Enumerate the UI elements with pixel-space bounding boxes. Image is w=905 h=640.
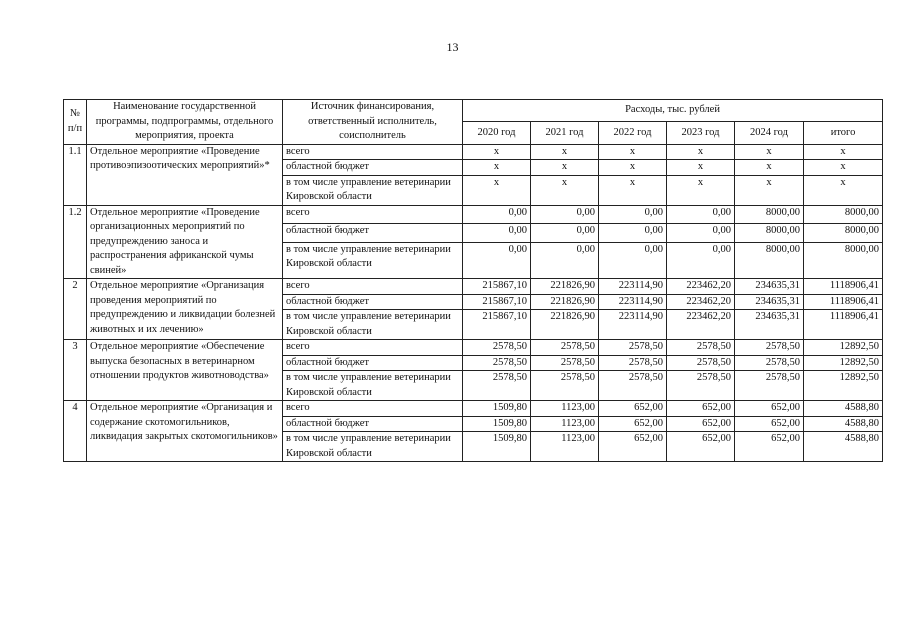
table-row	[64, 144, 883, 160]
total-value: х	[804, 144, 883, 160]
header-year-2023: 2023 год	[667, 122, 735, 144]
year-value: 652,00	[599, 432, 667, 462]
year-value: 2578,50	[599, 371, 667, 401]
row-number: 2	[64, 279, 87, 340]
year-value: 652,00	[667, 401, 735, 417]
total-value: 12892,50	[804, 340, 883, 356]
year-value: 1509,80	[463, 416, 531, 432]
year-value: 1123,00	[531, 416, 599, 432]
year-value: х	[599, 144, 667, 160]
year-value: 0,00	[531, 242, 599, 278]
year-value: 234635,31	[735, 310, 804, 340]
year-value: 221826,90	[531, 294, 599, 310]
year-value: 2578,50	[463, 355, 531, 371]
year-value: 2578,50	[463, 340, 531, 356]
year-value: 0,00	[531, 224, 599, 243]
year-value: 1509,80	[463, 401, 531, 417]
funding-source: всего	[283, 279, 463, 295]
funding-source: областной бюджет	[283, 160, 463, 176]
total-value: 1118906,41	[804, 310, 883, 340]
year-value: 2578,50	[667, 340, 735, 356]
total-value: 8000,00	[804, 242, 883, 278]
activity-name: Отдельное мероприятие «Обеспечение выпуска безопасных в ветеринарном отношении продуктов животноводства»	[87, 340, 283, 401]
year-value: 0,00	[667, 224, 735, 243]
year-value: 0,00	[463, 224, 531, 243]
funding-source: всего	[283, 144, 463, 160]
year-value: 8000,00	[735, 242, 804, 278]
year-value: х	[463, 175, 531, 205]
header-year-2022: 2022 год	[599, 122, 667, 144]
year-value: 2578,50	[667, 355, 735, 371]
funding-source: в том числе управление ветеринарии Кировской области	[283, 310, 463, 340]
year-value: 652,00	[735, 432, 804, 462]
activity-name: Отдельное мероприятие «Организация проведения мероприятий по предупреждению и ликвидации болезней животных и их лечению»	[87, 279, 283, 340]
year-value: 2578,50	[531, 355, 599, 371]
total-value: 1118906,41	[804, 294, 883, 310]
year-value: х	[735, 175, 804, 205]
year-value: 223462,20	[667, 279, 735, 295]
table-row	[64, 205, 883, 224]
year-value: 0,00	[531, 205, 599, 224]
funding-source: всего	[283, 401, 463, 417]
year-value: х	[599, 160, 667, 176]
total-value: 1118906,41	[804, 279, 883, 295]
year-value: 2578,50	[735, 340, 804, 356]
year-value: 652,00	[735, 416, 804, 432]
year-value: 2578,50	[531, 340, 599, 356]
funding-source: областной бюджет	[283, 416, 463, 432]
year-value: 215867,10	[463, 310, 531, 340]
total-value: 12892,50	[804, 355, 883, 371]
year-value: 1509,80	[463, 432, 531, 462]
year-value: х	[531, 175, 599, 205]
year-value: 2578,50	[735, 355, 804, 371]
funding-source: областной бюджет	[283, 224, 463, 243]
funding-source: областной бюджет	[283, 355, 463, 371]
table-header	[64, 100, 883, 145]
year-value: 8000,00	[735, 224, 804, 243]
funding-source: в том числе управление ветеринарии Кировской области	[283, 371, 463, 401]
activity-name: Отдельное мероприятие «Организация и содержание скотомогильников, ликвидация закрытых скотомогильников»	[87, 401, 283, 462]
year-value: 221826,90	[531, 310, 599, 340]
total-value: 12892,50	[804, 371, 883, 401]
year-value: х	[667, 175, 735, 205]
header-source: Источник финансирования, ответственный исполнитель, соисполнитель	[283, 100, 463, 145]
year-value: 215867,10	[463, 294, 531, 310]
funding-source: в том числе управление ветеринарии Кировской области	[283, 432, 463, 462]
year-value: 223114,90	[599, 294, 667, 310]
activity-name: Отдельное мероприятие «Проведение противоэпизоотических мероприятий»*	[87, 144, 283, 205]
funding-source: областной бюджет	[283, 294, 463, 310]
funding-source: в том числе управление ветеринарии Кировской области	[283, 242, 463, 278]
year-value: 223462,20	[667, 294, 735, 310]
year-value: 2578,50	[531, 371, 599, 401]
year-value: 652,00	[667, 416, 735, 432]
total-value: 8000,00	[804, 205, 883, 224]
year-value: 223114,90	[599, 310, 667, 340]
funding-source: в том числе управление ветеринарии Кировской области	[283, 175, 463, 205]
year-value: 2578,50	[599, 340, 667, 356]
year-value: х	[735, 160, 804, 176]
year-value: 8000,00	[735, 205, 804, 224]
year-value: 0,00	[463, 242, 531, 278]
year-value: 652,00	[599, 401, 667, 417]
year-value: х	[463, 144, 531, 160]
total-value: 4588,80	[804, 432, 883, 462]
year-value: х	[599, 175, 667, 205]
activity-name: Отдельное мероприятие «Проведение организационных мероприятий по предупреждению заноса и распространения африканской чумы свиней»	[87, 205, 283, 279]
year-value: 0,00	[599, 205, 667, 224]
header-total: итого	[804, 122, 883, 144]
year-value: 2578,50	[599, 355, 667, 371]
table-row	[64, 340, 883, 356]
year-value: х	[667, 144, 735, 160]
header-year-2024: 2024 год	[735, 122, 804, 144]
year-value: 0,00	[667, 242, 735, 278]
year-value: х	[463, 160, 531, 176]
year-value: 223114,90	[599, 279, 667, 295]
total-value: х	[804, 160, 883, 176]
total-value: 8000,00	[804, 224, 883, 243]
row-number: 1.2	[64, 205, 87, 279]
header-name: Наименование государственной программы, подпрограммы, отдельного мероприятия, проекта	[87, 100, 283, 145]
year-value: 234635,31	[735, 294, 804, 310]
year-value: 0,00	[599, 242, 667, 278]
year-value: 215867,10	[463, 279, 531, 295]
year-value: 0,00	[599, 224, 667, 243]
year-value: х	[667, 160, 735, 176]
row-number: 4	[64, 401, 87, 462]
year-value: 2578,50	[463, 371, 531, 401]
year-value: 2578,50	[667, 371, 735, 401]
header-year-2021: 2021 год	[531, 122, 599, 144]
total-value: 4588,80	[804, 401, 883, 417]
year-value: 652,00	[599, 416, 667, 432]
year-value: х	[735, 144, 804, 160]
row-number: 1.1	[64, 144, 87, 205]
year-value: 652,00	[667, 432, 735, 462]
total-value: 4588,80	[804, 416, 883, 432]
total-value: х	[804, 175, 883, 205]
funding-source: всего	[283, 340, 463, 356]
row-number: 3	[64, 340, 87, 401]
funding-source: всего	[283, 205, 463, 224]
table-row	[64, 279, 883, 295]
year-value: х	[531, 160, 599, 176]
header-year-2020: 2020 год	[463, 122, 531, 144]
table-row	[64, 401, 883, 417]
page-number: 13	[446, 40, 459, 54]
table-body	[64, 144, 883, 462]
header-expenses: Расходы, тыс. рублей	[463, 100, 883, 122]
year-value: 221826,90	[531, 279, 599, 295]
year-value: 0,00	[463, 205, 531, 224]
year-value: 1123,00	[531, 401, 599, 417]
year-value: 1123,00	[531, 432, 599, 462]
year-value: 652,00	[735, 401, 804, 417]
year-value: 2578,50	[735, 371, 804, 401]
year-value: 223462,20	[667, 310, 735, 340]
expenses-table	[63, 99, 883, 462]
year-value: 0,00	[667, 205, 735, 224]
header-num: № п/п	[64, 100, 87, 145]
year-value: х	[531, 144, 599, 160]
year-value: 234635,31	[735, 279, 804, 295]
